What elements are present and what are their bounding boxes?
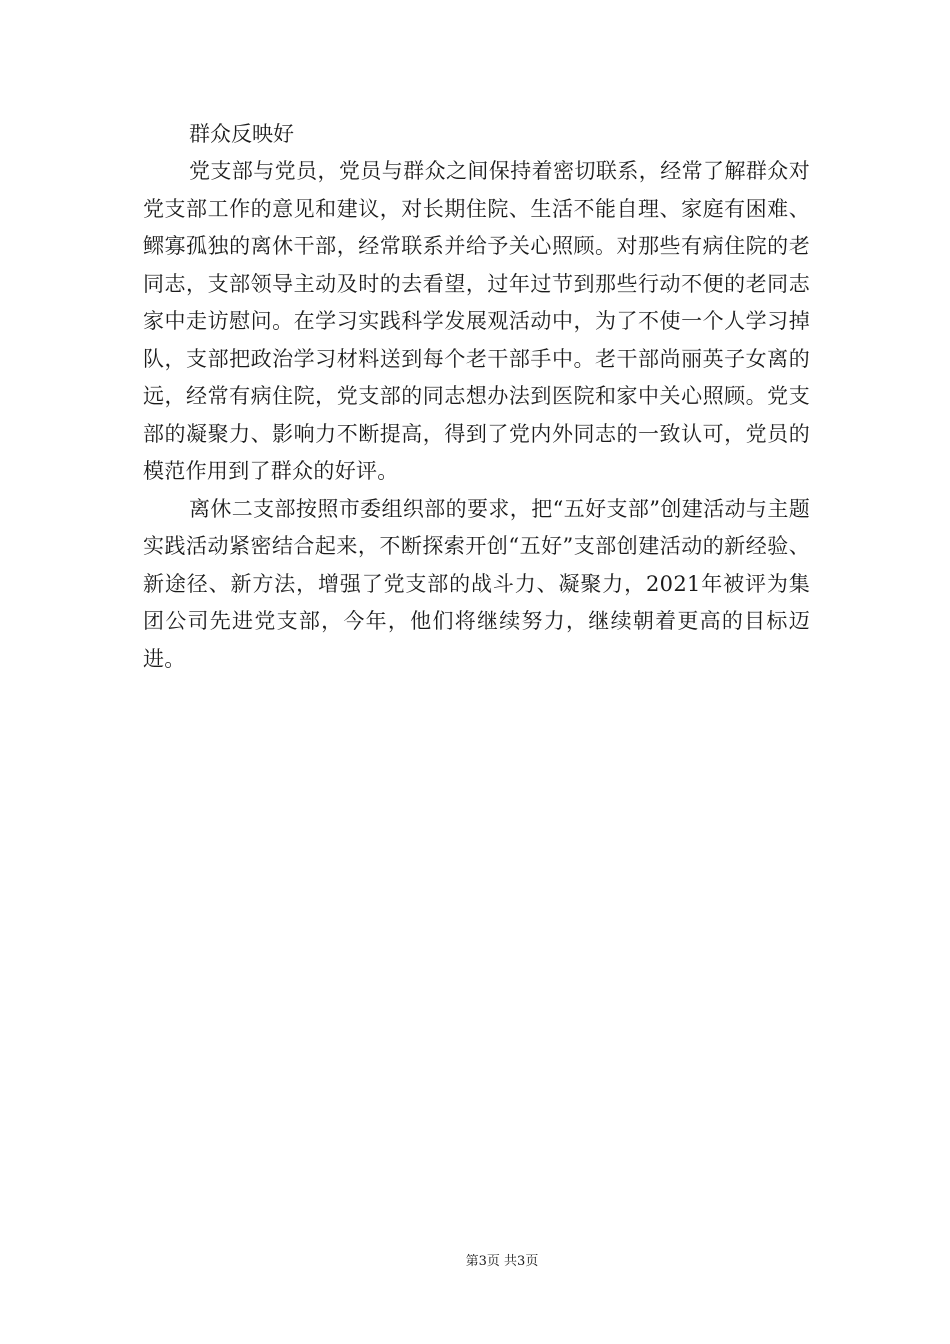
page-number: 第3页 共3页 (465, 1254, 539, 1269)
paragraph: 党支部与党员，党员与群众之间保持着密切联系，经常了解群众对党支部工作的意见和建议，对长期住院、生活不能自理、家庭有困难、鳏寡孤独的离休干部，经常联系并给予关心照顾。对那些有病住院的老同志，支部领导主动及时的去看望，过年过节到那些行动不便的老同志家中走访慰问。在学习实践科学发展观活动中，为了不使一个人学习掉队，支部把政治学习材料送到每个老干部手中。老干部尚丽英子女离的远，经常有病住院，党支部的同志想办法到医院和家中关心照顾。党支部的凝聚力、影响力不断提高，得到了党内外同志的一致认可，党员的模范作用到了群众的好评。 (143, 159, 810, 483)
section-heading: 群众反映好 (189, 122, 294, 146)
document-body (143, 116, 810, 678)
paragraph: 离休二支部按照市委组织部的要求，把“五好支部”创建活动与主题实践活动紧密结合起来，不断探索开创“五好”支部创建活动的新经验、新途径、新方法，增强了党支部的战斗力、凝聚力，2021年被评为集团公司先进党支部，今年，他们将继续努力，继续朝着更高的目标迈进。 (143, 496, 810, 671)
